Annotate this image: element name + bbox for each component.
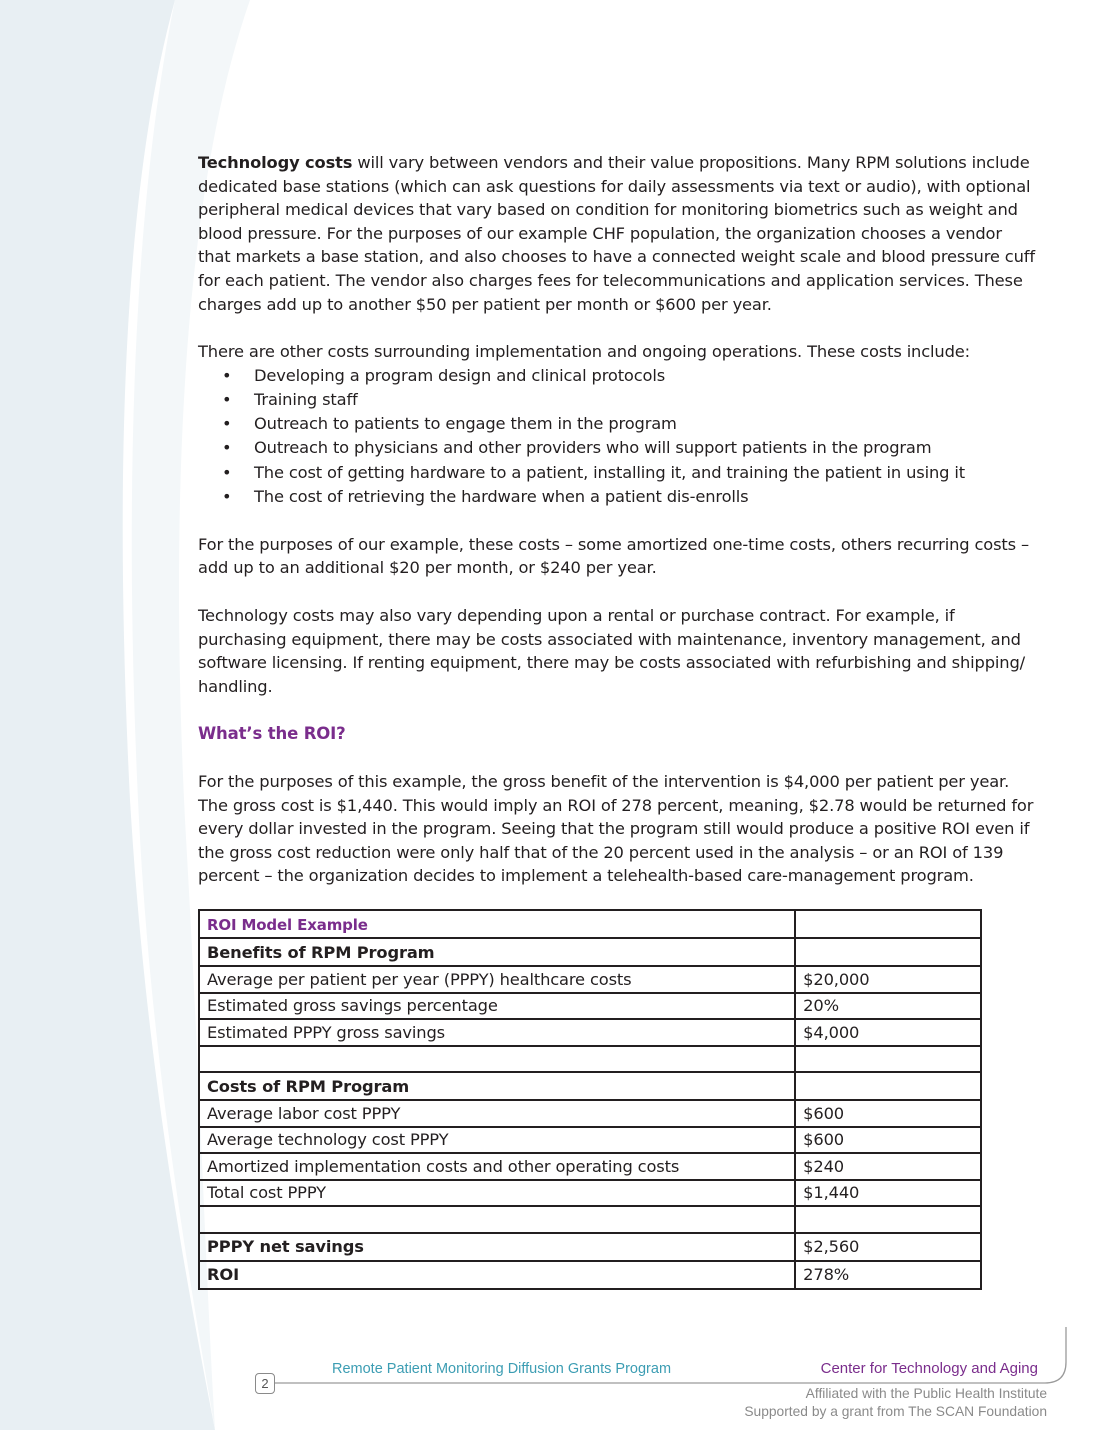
other-costs-intro: There are other costs surrounding implementation and ongoing operations. These costs include:: [198, 342, 970, 362]
roi-row: [199, 1261, 981, 1289]
costs-header: Costs of RPM Program: [199, 1072, 795, 1100]
row-value: $1,440: [795, 1180, 981, 1207]
net-savings-value: $2,560: [795, 1233, 981, 1261]
list-item: • Developing a program design and clinical protocols: [198, 364, 1038, 388]
table-cell-empty: [199, 1206, 795, 1233]
list-item: • The cost of getting hardware to a patient, installing it, and training the patient in using it: [198, 461, 1038, 485]
list-item: • Training staff: [198, 388, 1038, 412]
table-cell-empty: [199, 1046, 795, 1073]
row-value: $20,000: [795, 966, 981, 993]
table-row: [199, 1019, 981, 1046]
roi-model-table: [198, 909, 982, 1290]
footer-support: Supported by a grant from The SCAN Foundation: [744, 1404, 1047, 1419]
table-row: [199, 966, 981, 993]
costs-header-row: [199, 1072, 981, 1100]
rental-paragraph: Technology costs may also vary depending upon a rental or purchase contract. For example, if purchasing equipment, there may be costs associated with maintenance, inventory management, and software licensing. If renting equipment, there may be costs associated with refurbishing and shipping/ handling.: [198, 606, 1025, 696]
table-row: [199, 1180, 981, 1207]
row-value: $600: [795, 1100, 981, 1127]
row-value: $240: [795, 1153, 981, 1180]
list-item: • Outreach to physicians and other providers who will support patients in the program: [198, 436, 1038, 460]
roi-heading: What’s the ROI?: [198, 724, 346, 744]
main-content: [198, 151, 1038, 888]
table-row: [199, 993, 981, 1020]
spacer-row: [199, 1046, 981, 1073]
row-value: $4,000: [795, 1019, 981, 1046]
footer-center: Center for Technology and Aging: [820, 1360, 1038, 1377]
table-row: [199, 1100, 981, 1127]
table-cell-empty: [795, 1206, 981, 1233]
benefits-header-row: [199, 938, 981, 966]
other-costs-list: [198, 364, 1038, 509]
table-cell-empty: [795, 1046, 981, 1073]
tech-costs-paragraph: [198, 151, 1038, 316]
footer-affiliation: Affiliated with the Public Health Institute: [805, 1386, 1047, 1401]
tech-costs-text: will vary between vendors and their value propositions. Many RPM solutions include dedicated base stations (which can ask questions for daily assessments via text or audio), with optional peripheral medical devices that vary based on condition for monitoring biometrics such as weight and blood pressure. For the purposes of our example CHF population, the organization chooses a vendor that markets a base station, and also chooses to have a connected weight scale and blood pressure cuff for each patient. The vendor also charges fees for telecommunications and application services. These charges add up to another $50 per patient per month or $600 per year.: [198, 153, 1035, 314]
roi-paragraph: For the purposes of this example, the gross benefit of the intervention is $4,000 per patient per year. The gross cost is $1,440. This would imply an ROI of 278 percent, meaning, $2.78 would be returned for every dollar invested in the program. Seeing that the program still would produce a positive ROI even if the gross cost reduction were only half that of the 20 percent used in the analysis – or an ROI of 139 percent – the organization decides to implement a telehealth-based care-management program.: [198, 772, 1034, 886]
row-value: 20%: [795, 993, 981, 1020]
row-label: Estimated PPPY gross savings: [199, 1019, 795, 1046]
row-label: Estimated gross savings percentage: [199, 993, 795, 1020]
tech-costs-lead: Technology costs: [198, 153, 353, 172]
footer-program: Remote Patient Monitoring Diffusion Grants Program: [332, 1361, 672, 1377]
row-value: $600: [795, 1127, 981, 1154]
roi-label: ROI: [199, 1261, 795, 1289]
row-label: Total cost PPPY: [199, 1180, 795, 1207]
list-item: • Outreach to patients to engage them in the program: [198, 412, 1038, 436]
row-label: Average technology cost PPPY: [199, 1127, 795, 1154]
table-title: ROI Model Example: [199, 910, 795, 938]
net-savings-label: PPPY net savings: [199, 1233, 795, 1261]
table-row: [199, 1127, 981, 1154]
benefits-header: Benefits of RPM Program: [199, 938, 795, 966]
table-title-row: [199, 910, 981, 938]
table-cell-empty: [795, 1072, 981, 1100]
table-row: [199, 1153, 981, 1180]
page-number: 2: [255, 1373, 275, 1394]
table-cell-empty: [795, 910, 981, 938]
table-cell-empty: [795, 938, 981, 966]
list-item: • The cost of retrieving the hardware when a patient dis-enrolls: [198, 485, 1038, 509]
row-label: Average labor cost PPPY: [199, 1100, 795, 1127]
amortized-paragraph: For the purposes of our example, these costs – some amortized one-time costs, others recurring costs – add up to an additional $20 per month, or $240 per year.: [198, 534, 1029, 578]
row-label: Average per patient per year (PPPY) healthcare costs: [199, 966, 795, 993]
row-label: Amortized implementation costs and other operating costs: [199, 1153, 795, 1180]
roi-value: 278%: [795, 1261, 981, 1289]
net-savings-row: [199, 1233, 981, 1261]
spacer-row: [199, 1206, 981, 1233]
